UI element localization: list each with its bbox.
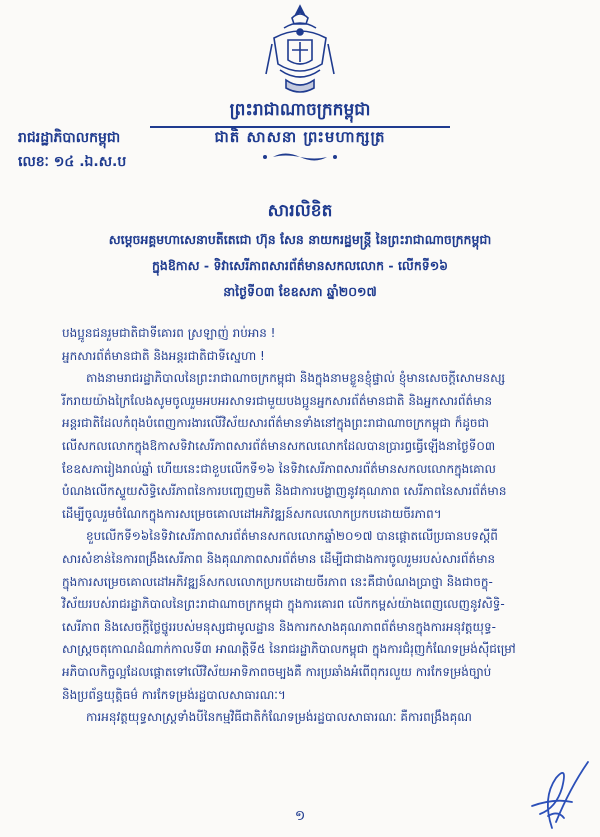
greeting-line: បងប្អូនជនរួមជាតិជាទីគោរព ស្រឡាញ់ រាប់អាន ! xyxy=(62,326,276,340)
page-number: ១ xyxy=(294,808,306,824)
national-motto: ជាតិ សាសនា ព្រះមហាក្សត្រ xyxy=(214,128,386,146)
letter-body xyxy=(62,322,562,729)
government-label: រាជរដ្ឋាភិបាលកម្ពុជា xyxy=(18,130,121,146)
document-title: សារលិខិត xyxy=(267,201,333,221)
kingdom-name-heading: ព្រះរាជាណាចក្រកម្ពុជា xyxy=(150,99,450,128)
reference-number: លេខៈ ១៤ .ឯ.ស.ប xyxy=(18,154,127,170)
greeting-line: អ្នកសារព័ត៌មានជាតិ និងអន្តរជាតិជាទីស្នេហា ! xyxy=(62,348,265,363)
handwritten-signature xyxy=(512,758,592,832)
royal-coat-of-arms-emblem xyxy=(262,4,338,100)
body-paragraph: ខួបលើកទី១៦នៃទិវាសេរីភាពសារព័ត៌មានសកលលោកឆ្នាំ២០១៧ បានផ្តោតលើប្រធានបទស្តីពី សារសំខាន់នៃការពង្រឹងសេរីភាព និងគុណភាពសារព័ត៌មាន ដើម្បីជាជាងការចូលរួមរបស់សារព័ត៌មាន ក្នុងការសម្រេចគោលដៅអភិវឌ្ឍន៍សកលលោកប្រកបដោយចីរភាព នេះគឺជាបំណងប្រាថ្នា និងជាចក្ខុ- វិស័យរបស់រាជរដ្ឋាភិបាលនៃព្រះរាជាណាចក្រកម្ពុជា ក្នុងការគោរព លើកកម្ពស់យ៉ាងពេញលេញនូវសិទ្ធិ- សេរីភាព និងសេចក្តីថ្លៃថ្នូររបស់មនុស្សជាមូលដ្ឋាន និងការកសាងគុណភាពព័ត៌មានក្នុងការអនុវត្តយុទ្ធ- សាស្ត្រចតុកោណដំណាក់កាលទី៣ អាណត្តិទី៥ នៃរាជរដ្ឋាភិបាលកម្ពុជា ក្នុងការជំរុញកំណែទម្រង់ស៊ីជម្រៅ អភិបាលកិច្ចល្អដែលផ្តោតទៅលើវិស័យអាទិភាពចម្បងគឺ ការប្រឆាំងអំពើពុករលួយ ការកែទម្រង់ច្បាប់ និងប្រព័ន្ធយុត្តិធម៌ ការកែទម្រង់រដ្ឋបាលសាធារណៈ។ xyxy=(62,529,516,702)
document-subtitle-date: នាថ្ងៃទី០៣ ខែឧសភា ឆ្នាំ២០១៧ xyxy=(223,284,377,299)
ornament-divider-icon xyxy=(255,150,345,164)
body-paragraph: តាងនាមរាជរដ្ឋាភិបាលនៃព្រះរាជាណាចក្រកម្ពុជា និងក្នុងនាមខ្លួនខ្ញុំផ្ទាល់ ខ្ញុំមានសេចក្តីសោមនស្ស រីករាយយ៉ាងក្រៃលែងសូមចូលរួមអបអរសាទរជាមួយបងប្អូនអ្នកសារព័ត៌មានជាតិ និងអ្នកសារព័ត៌មាន អន្តរជាតិដែលកំពុងបំពេញការងារលើវិស័យសារព័ត៌មានទាំងនៅក្នុងព្រះរាជាណាចក្រកម្ពុជា ក៏ដូចជា លើសកលលោកក្នុងឱកាសទិវាសេរីភាពសារព័ត៌មានសកលលោកដែលបានប្រារព្ធធ្វើឡើងនាថ្ងៃទី០៣ ខែឧសភារៀងរាល់ឆ្នាំ ហើយនេះជាខួបលើកទី១៦ នៃទិវាសេរីភាពសារព័ត៌មានសកលលោកក្នុងគោល បំណងលើកស្ទួយសិទ្ធិសេរីភាពនៃការបញ្ចេញមតិ និងជាការបង្ហាញនូវគុណភាព សេរីភាពនៃសារព័ត៌មាន ដើម្បីចូលរួមចំណែកក្នុងការសម្រេចគោលដៅអភិវឌ្ឍន៍សកលលោកប្រកបដោយចីរភាព។ xyxy=(62,371,507,521)
document-subtitle-occasion: ក្នុងឱកាស - ទិវាសេរីភាពសារព័ត៌មានសកលលោក - លើកទី១៦ xyxy=(151,258,449,273)
document-subtitle-author: សម្តេចអគ្គមហាសេនាបតីតេជោ ហ៊ុន សែន នាយករដ្ឋមន្ត្រី នៃព្រះរាជាណាចក្រកម្ពុជា xyxy=(108,232,492,247)
body-paragraph: ការអនុវត្តយុទ្ធសាស្ត្រទាំងបីនៃកម្មវិធីជាតិកំណែទម្រង់រដ្ឋបាលសាធារណៈ គឺការពង្រឹងគុណ xyxy=(86,710,472,725)
